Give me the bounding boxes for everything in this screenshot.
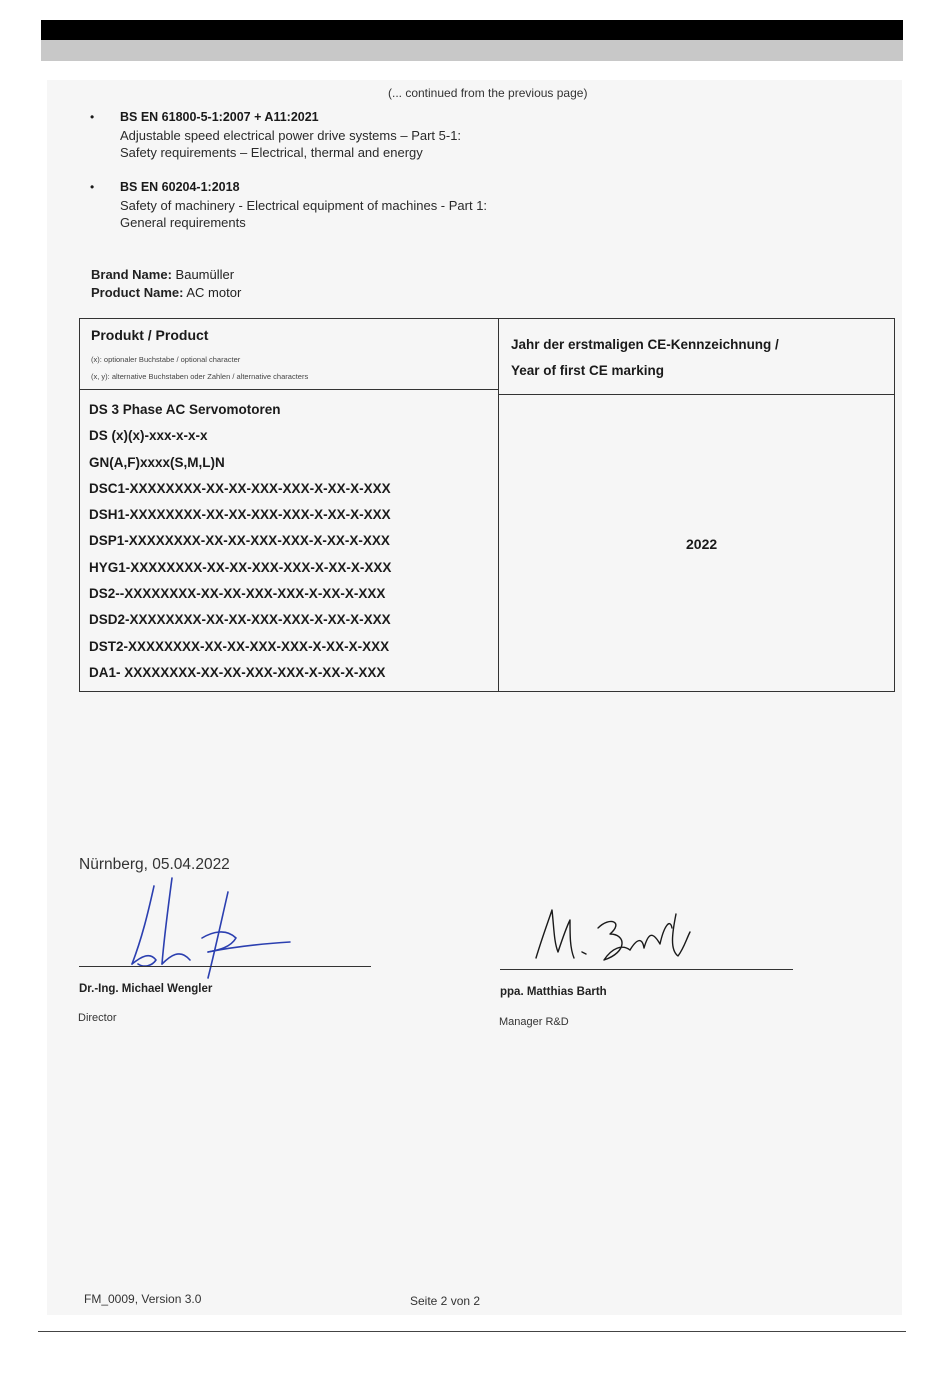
place-and-date: Nürnberg, 05.04.2022 xyxy=(79,856,230,873)
brand-name-row xyxy=(91,266,241,284)
bullet: • xyxy=(90,110,95,124)
product-entry: DA1- XXXXXXXX-XX-XX-XXX-XXX-X-XX-X-XXX xyxy=(89,664,386,680)
header-black-bar xyxy=(41,20,903,40)
brand-label: Brand Name: xyxy=(91,267,172,282)
product-entry: DSC1-XXXXXXXX-XX-XX-XXX-XXX-X-XX-X-XXX xyxy=(89,480,391,496)
product-label: Product Name: xyxy=(91,285,184,300)
description-line: General requirements xyxy=(120,215,246,230)
standard-description xyxy=(120,197,487,231)
product-entry: GN(A,F)xxxx(S,M,L)N xyxy=(89,454,225,470)
form-version: FM_0009, Version 3.0 xyxy=(84,1292,202,1306)
signer-role-right: Manager R&D xyxy=(499,1016,569,1028)
brand-value: Baumüller xyxy=(175,267,235,282)
standard-code: BS EN 60204-1:2018 xyxy=(120,180,240,194)
product-list xyxy=(89,397,391,686)
description-line: Safety requirements – Electrical, thermal and energy xyxy=(120,145,423,160)
product-entry: DS 3 Phase AC Servomotoren xyxy=(89,402,281,417)
table-header-divider-right xyxy=(499,394,895,395)
table-header-divider-left xyxy=(79,389,499,390)
footer-rule xyxy=(38,1331,906,1332)
standard-description xyxy=(120,127,461,161)
signer-name-left: Dr.-Ing. Michael Wengler xyxy=(79,983,213,995)
continued-note: (... continued from the previous page) xyxy=(388,86,588,100)
product-entry: DSP1-XXXXXXXX-XX-XX-XXX-XXX-X-XX-X-XXX xyxy=(89,533,390,549)
standard-code: BS EN 61800-5-1:2007 + A11:2021 xyxy=(120,110,319,124)
product-entry: DSD2-XXXXXXXX-XX-XX-XXX-XXX-X-XX-X-XXX xyxy=(89,612,391,628)
year-header-de: Jahr der erstmaligen CE-Kennzeichnung / xyxy=(511,337,779,352)
bullet: • xyxy=(90,180,95,194)
signature-line-right xyxy=(500,969,793,970)
description-line: Adjustable speed electrical power drive systems – Part 5-1: xyxy=(120,128,462,143)
product-entry: DS2--XXXXXXXX-XX-XX-XXX-XXX-X-XX-X-XXX xyxy=(89,586,386,602)
product-entry: DST2-XXXXXXXX-XX-XX-XXX-XXX-X-XX-X-XXX xyxy=(89,638,390,654)
product-name-row xyxy=(91,284,241,302)
signature-line-left xyxy=(79,966,371,967)
first-ce-year: 2022 xyxy=(686,536,718,552)
page-number: Seite 2 von 2 xyxy=(410,1294,481,1308)
header-grey-bar xyxy=(41,40,903,61)
signature-wengler xyxy=(118,868,298,986)
signer-role-left: Director xyxy=(78,1012,117,1024)
signature-barth xyxy=(530,900,700,972)
optional-character-note: (x): optionaler Buchstabe / optional character xyxy=(91,355,241,364)
signer-name-right: ppa. Matthias Barth xyxy=(500,986,607,998)
brand-block xyxy=(91,266,241,302)
product-value: AC motor xyxy=(186,285,242,300)
product-header: Produkt / Product xyxy=(91,327,209,343)
description-line: Safety of machinery - Electrical equipment of machines - Part 1: xyxy=(120,198,488,213)
product-entry: DSH1-XXXXXXXX-XX-XX-XXX-XXX-X-XX-X-XXX xyxy=(89,507,391,523)
alternative-character-note: (x, y): alternative Buchstaben oder Zahlen / alternative characters xyxy=(91,372,309,381)
year-header-en: Year of first CE marking xyxy=(511,363,665,378)
product-entry: HYG1-XXXXXXXX-XX-XX-XXX-XXX-X-XX-X-XXX xyxy=(89,559,392,575)
product-entry: DS (x)(x)-xxx-x-x-x xyxy=(89,428,208,444)
table-column-divider xyxy=(498,318,499,692)
